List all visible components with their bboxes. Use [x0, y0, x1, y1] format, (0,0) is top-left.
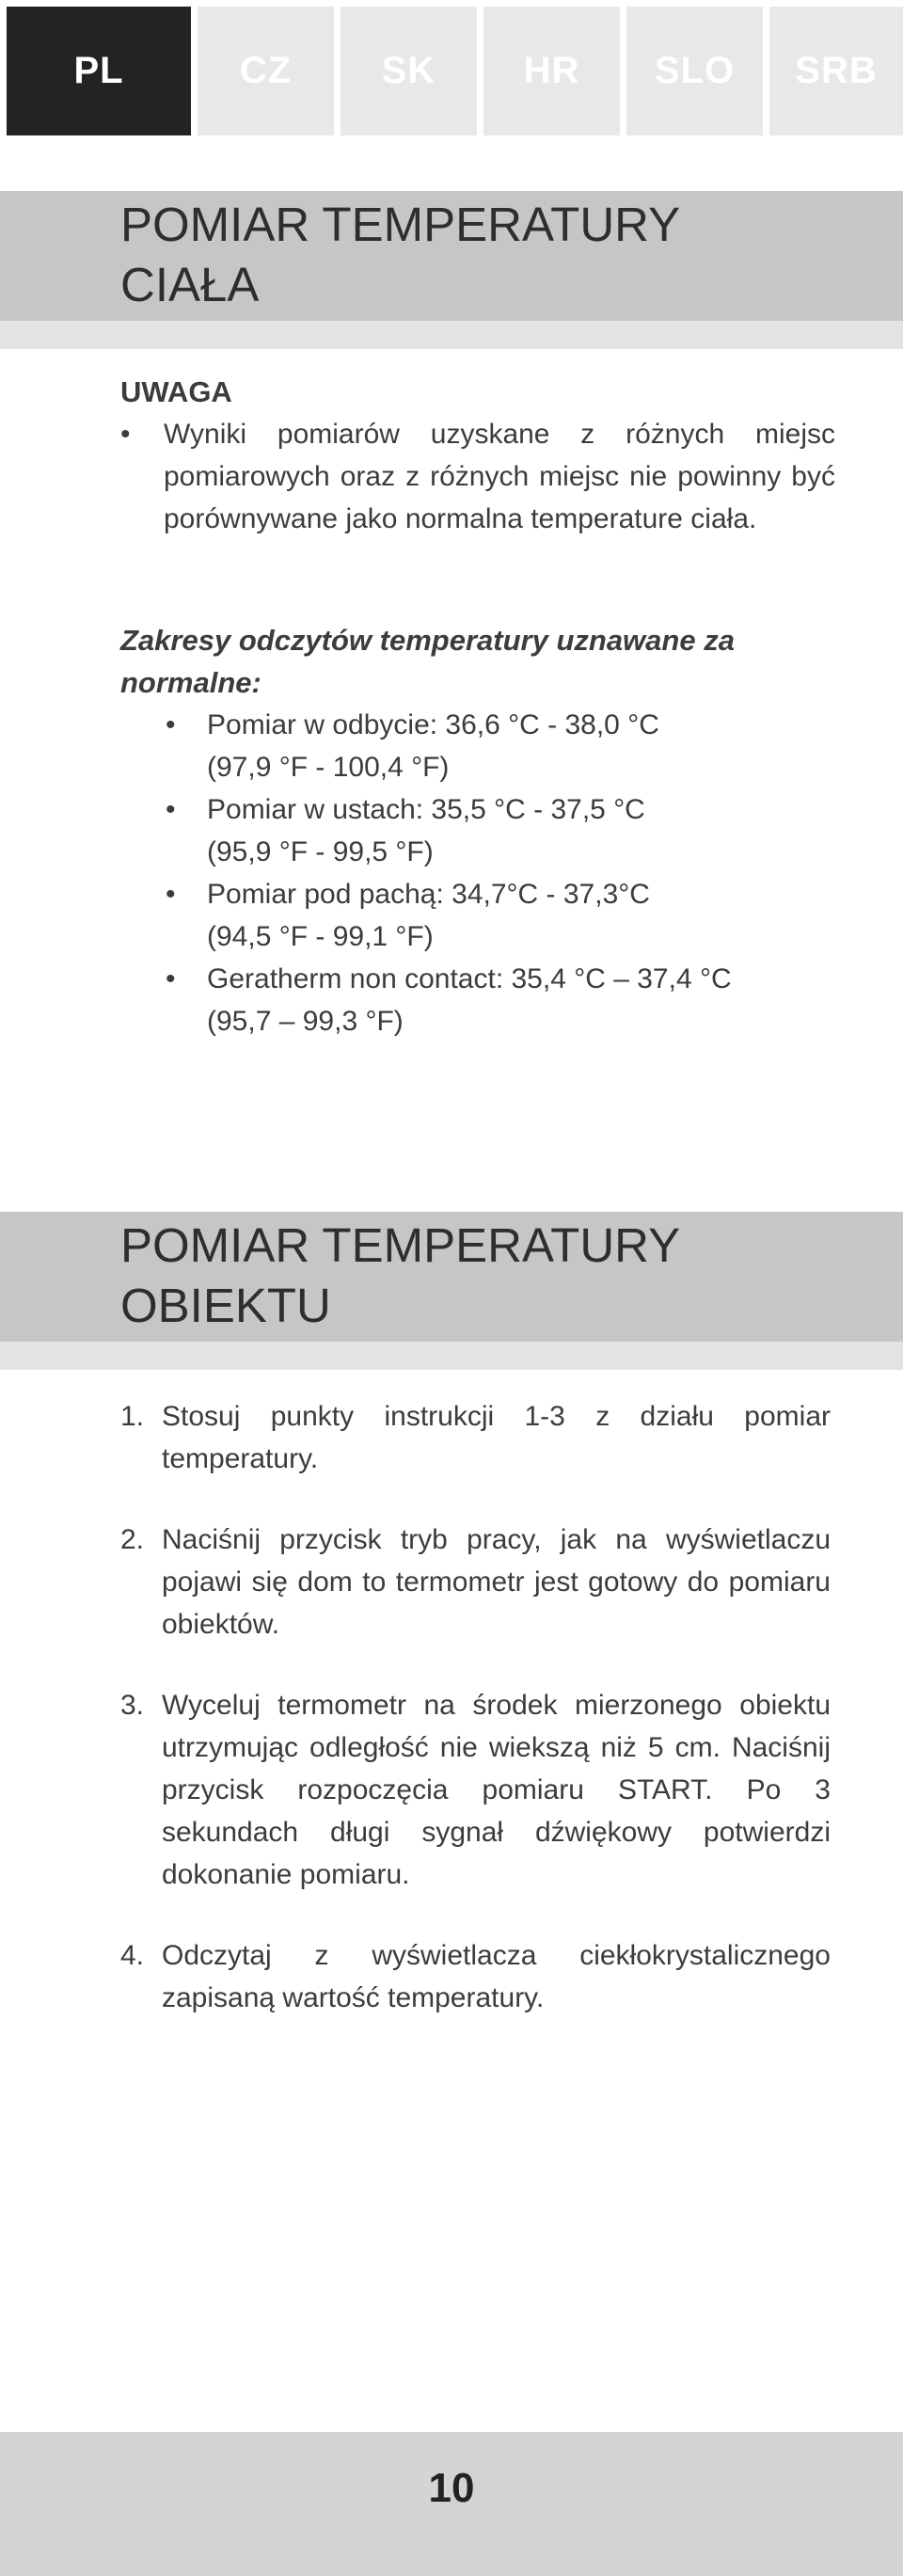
- section-title-line: POMIAR TEMPERATURY: [120, 198, 681, 251]
- range-line: (95,9 °F - 99,5 °F): [207, 836, 434, 867]
- step-number: 1.: [120, 1401, 145, 1432]
- ranges-heading: Zakresy odczytów temperatury uznawane za normalne:: [120, 624, 735, 699]
- step-item: [120, 1395, 831, 1480]
- section-title-body-temperature: [120, 195, 680, 315]
- range-item: [166, 958, 835, 1042]
- step-text: Naciśnij przycisk tryb pracy, jak na wyświetlaczu pojawi się dom to termometr jest gotowy do pomiaru obiektów.: [162, 1524, 831, 1640]
- range-line: • Geratherm non contact: 35,4 °C – 37,4 °C: [207, 963, 732, 994]
- tab-pl[interactable]: PL: [7, 7, 191, 135]
- step-item: [120, 1684, 831, 1896]
- steps-list: [120, 1395, 831, 2019]
- language-tabs: [0, 0, 903, 141]
- warning-item: • Wyniki pomiarów uzyskane z różnych miejsc pomiarowych oraz z różnych miejsc nie powinny być porównywane jako normalna temperature ciała.: [120, 413, 835, 540]
- step-text: Stosuj punkty instrukcji 1-3 z działu pomiar temperatury.: [162, 1401, 831, 1474]
- section-title-line: POMIAR TEMPERATURY: [120, 1218, 681, 1272]
- step-number: 2.: [120, 1524, 145, 1555]
- step-text: Wyceluj termometr na środek mierzonego obiektu utrzymując odległość nie wiekszą niż 5 cm. Naciśnij przycisk rozpoczęcia pomiaru START. Po 3 sekundach długi sygnał dźwiękowy potwierdzi dokonanie pomiaru.: [162, 1690, 831, 1890]
- tab-hr[interactable]: HR: [483, 7, 620, 135]
- range-item: [166, 788, 835, 873]
- step-number: 4.: [120, 1940, 145, 1971]
- range-line: • Pomiar w odbycie: 36,6 °C - 38,0 °C: [207, 709, 659, 740]
- step-item: [120, 1519, 831, 1646]
- normal-ranges-block: [120, 619, 835, 1042]
- page-number: 10: [428, 2465, 475, 2511]
- range-item: [166, 873, 835, 958]
- tab-cz[interactable]: CZ: [198, 7, 334, 135]
- range-line: (95,7 – 99,3 °F): [207, 1006, 404, 1037]
- range-line: (94,5 °F - 99,1 °F): [207, 921, 434, 952]
- range-item: [166, 704, 835, 788]
- step-number: 3.: [120, 1690, 145, 1721]
- ranges-list: [166, 704, 835, 1042]
- tab-srb[interactable]: SRB: [769, 7, 903, 135]
- tab-sk[interactable]: SK: [341, 7, 477, 135]
- step-text: Odczytaj z wyświetlacza ciekłokrystalicznego zapisaną wartość temperatury.: [162, 1940, 831, 2013]
- range-line: • Pomiar pod pachą: 34,7°C - 37,3°C: [207, 879, 650, 910]
- section-header-strip: [0, 321, 903, 349]
- warning-block: [120, 371, 835, 540]
- section-title-object-temperature: [120, 1216, 680, 1336]
- warning-list: [120, 413, 835, 540]
- section-title-line: OBIEKTU: [120, 1279, 331, 1332]
- range-line: • Pomiar w ustach: 35,5 °C - 37,5 °C: [207, 794, 645, 825]
- range-line: (97,9 °F - 100,4 °F): [207, 752, 450, 783]
- section-title-line: CIAŁA: [120, 258, 260, 311]
- tab-slo[interactable]: SLO: [626, 7, 763, 135]
- steps-block: [120, 1395, 831, 2058]
- section-header-strip: [0, 1342, 903, 1370]
- warning-heading: UWAGA: [120, 375, 232, 408]
- step-item: [120, 1934, 831, 2019]
